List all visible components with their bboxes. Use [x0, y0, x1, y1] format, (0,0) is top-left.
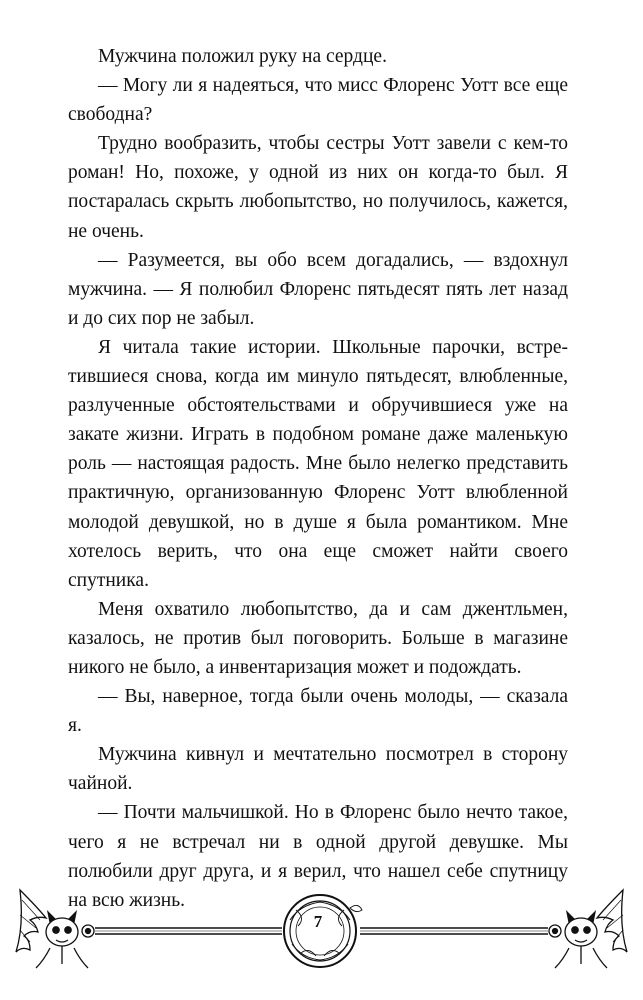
page-number: 7 [313, 912, 323, 931]
bat-right-icon [549, 890, 627, 968]
paragraph: — Почти мальчишкой. Но в Флоренс было нечто такое, чего я не встречал ни в одной другой девушке. Мы полюбили друг друга, и я верил, что нашел себе спутницу на всю жизнь. [68, 802, 568, 911]
paragraph: — Вы, наверное, тогда были очень молоды, — сказала я. [68, 686, 568, 737]
bat-left-icon [16, 890, 94, 968]
paragraph: — Могу ли я надеяться, что мисс Флоренс Уотт все еще свободна? [68, 75, 568, 126]
body-text [68, 42, 568, 915]
paragraph: Я читала такие истории. Школьные парочки, встретившиеся снова, когда им минуло пятьдесят, влюбленные, разлученные обстоятельствами и обручившиеся уже на закате жизни. Играть в подобном романе даже маленькую роль — настоящая радость. Мне было нелегко представить практичную, организованную Флоренс Уотт влюбленной молодой девушкой, но в душе я была романтиком. Мне хотелось верить, что она еще сможет найти своего спутника. [68, 336, 568, 591]
paragraph: Трудно вообразить, чтобы сестры Уотт завели с кем-то роман! Но, похоже, у одной из них он когда-то был. Я постаралась скрыть любопытство, но получилось, кажется, не очень. [68, 133, 568, 242]
paragraph: — Разумеется, вы обо всем догадались, — вздохнул мужчина. — Я полюбил Флоренс пятьдесят пять лет назад и до сих пор не забыл. [68, 249, 568, 329]
paragraph: Меня охватило любопытство, да и сам джентльмен, казалось, не против был поговорить. Больше в магазине никого не было, а инвентаризация может и подождать. [68, 598, 568, 678]
paragraph: Мужчина кивнул и мечтательно посмотрел в сторону чайной. [68, 744, 568, 795]
paragraph: Мужчина положил руку на сердце. [98, 46, 387, 67]
